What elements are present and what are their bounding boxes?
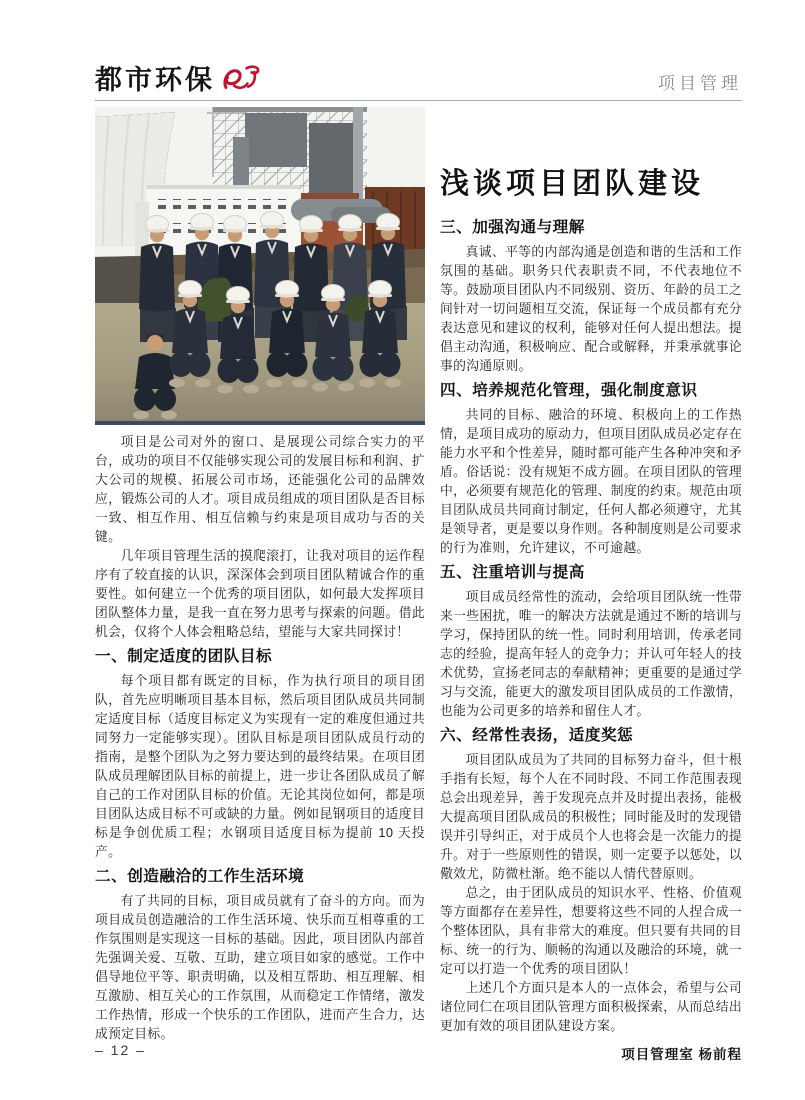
article-title: 浅谈项目团队建设 xyxy=(440,168,705,200)
team-photo-illustration xyxy=(95,107,425,425)
byline: 项目管理室 杨前程 xyxy=(621,1047,742,1063)
section-paragraph: 真诚、平等的内部沟通是创造和谐的生活和工作氛围的基础。职务只代表职责不同，不代表地位不等。鼓励项目团队内不同级别、资历、年龄的员工之间针对一切问题相互交流，保证每一个成员都有充分表达意见和建议的权利，能够对任何人提出想法。提倡主动沟通，积极响应、配合或解释，并秉承就事论事的沟通原则。 xyxy=(440,244,742,374)
article-body xyxy=(95,107,742,1063)
section-heading-6: 六、经常性表扬，适度奖惩 xyxy=(440,727,634,745)
section-heading-2: 二、创造融洽的工作生活环境 xyxy=(95,868,305,885)
section-label: 项目管理 xyxy=(658,74,742,93)
page-footer xyxy=(95,1042,146,1058)
intro-paragraph: 几年项目管理生活的摸爬滚打，让我对项目的运作程序有了较直接的认识，深深体会到项目团队精诚合作的重要性。如何建立一个优秀的项目团队，如何最大发挥项目团队整体力量，是我一直在努力思考与探索的问题。借此机会，仅将个人体会粗略总结，望能与大家共同探讨！ xyxy=(95,548,425,639)
brand xyxy=(95,62,265,94)
section-heading-4: 四、培养规范化管理，强化制度意识 xyxy=(440,382,698,400)
section-paragraph: 上述几个方面只是本人的一点体会，希望与公司诸位同仁在项目团队管理方面积极探索，从而总结出更加有效的项目团队建设方案。 xyxy=(440,980,742,1034)
section-paragraph: 项目成员经常性的流动，会给项目团队统一性带来一些困扰，唯一的解决方法就是通过不断的培训与学习，保持团队的统一性。同时利用培训，传承老同志的经验，提高年轻人的竞争力；并认可年轻人的技术优势，宣扬老同志的奉献精神；更重要的是通过学习与交流，能更大的激发项目团队成员的工作激情，也能为公司更多的培养和留住人才。 xyxy=(440,589,742,719)
section-paragraph: 有了共同的目标，项目成员就有了奋斗的方向。而为项目成员创造融洽的工作生活环境、快乐而互相尊重的工作氛围则是实现这一目标的基础。因此，项目团队内部首先强调关爱、互敬、互助，建立项目如家的感觉。工作中倡导地位平等、职责明确，以及相互帮助、相互理解、相互激励、相互关心的工作氛围，从而稳定工作情绪，激发工作热情，形成一个快乐的工作团队，进而产生合力，达成预定目标。 xyxy=(95,893,425,1041)
section-heading-3: 三、加强沟通与理解 xyxy=(440,219,585,237)
section-paragraph: 共同的目标、融洽的环境、积极向上的工作热情，是项目成功的原动力，但项目团队成员必定存在能力水平和个性差异，随时都可能产生各种冲突和矛盾。俗话说：没有规矩不成方圆。在项目团队的管理中，必须要有规范化的管理、制度的约束。规范由项目团队成员共同商讨制定，任何人都必须遵守，尤其是领导者，更是要以身作则。各种制度则是公司要求的行为准则，允许建议，不可逾越。 xyxy=(440,407,742,556)
section-paragraph: 项目团队成员为了共同的目标努力奋斗，但十根手指有长短，每个人在不同时段、不同工作范围表现总会出现差异，善于发现亮点并及时提出表扬，能极大提高项目团队成员的积极性；同时能及时的发现错误并引导纠正，对于成员个人也将会是一次能力的提升。对于一些原则性的错误，则一定要予以惩处，以儆效尤，防微杜渐。绝不能以人情代替原则。 xyxy=(440,752,742,882)
team-photo xyxy=(95,107,425,425)
header-rule xyxy=(95,100,742,101)
brand-logo-icon xyxy=(219,62,265,96)
page-header xyxy=(95,58,742,94)
section-heading-5: 五、注重培训与提高 xyxy=(440,564,585,582)
section-paragraph: 总之，由于团队成员的知识水平、性格、价值观等方面都存在差异性，想要将这些不同的人捏合成一个整体团队，具有非常大的难度。但只要有共同的目标、统一的行为、顺畅的沟通以及融洽的环境，就一定可以打造一个优秀的项目团队！ xyxy=(440,885,742,977)
section-paragraph: 每个项目都有既定的目标，作为执行项目的项目团队，首先应明晰项目基本目标，然后项目团队成员共同制定适度目标（适度目标定义为实现有一定的难度但通过共同努力一定能够实现）。团队目标是项目团队成员行动的指南，是整个团队为之努力要达到的最终结果。在项目团队成员理解团队目标的前提上，进一步让各团队成员了解自己的工作对团队目标的价值。无论其岗位如何，都是项目团队达成目标不可或缺的力量。例如昆钢项目的适度目标是争创优质工程；水钢项目适度目标为提前 10 天投产。 xyxy=(95,673,425,859)
page-number: – 12 – xyxy=(95,1042,146,1058)
section-heading-1: 一、制定适度的团队目标 xyxy=(95,648,273,665)
left-column xyxy=(95,107,425,1063)
intro-paragraph: 项目是公司对外的窗口、是展现公司综合实力的平台，成功的项目不仅能够实现公司的发展目标和利润、扩大公司的规模、拓展公司市场，还能强化公司的品牌效应，锻炼公司的人才。项目成员组成的项目团队是否目标一致、相互作用、相互信赖与约束是项目成功与否的关键。 xyxy=(95,434,425,544)
brand-title: 都市环保 xyxy=(95,65,215,95)
right-column xyxy=(440,107,742,1063)
